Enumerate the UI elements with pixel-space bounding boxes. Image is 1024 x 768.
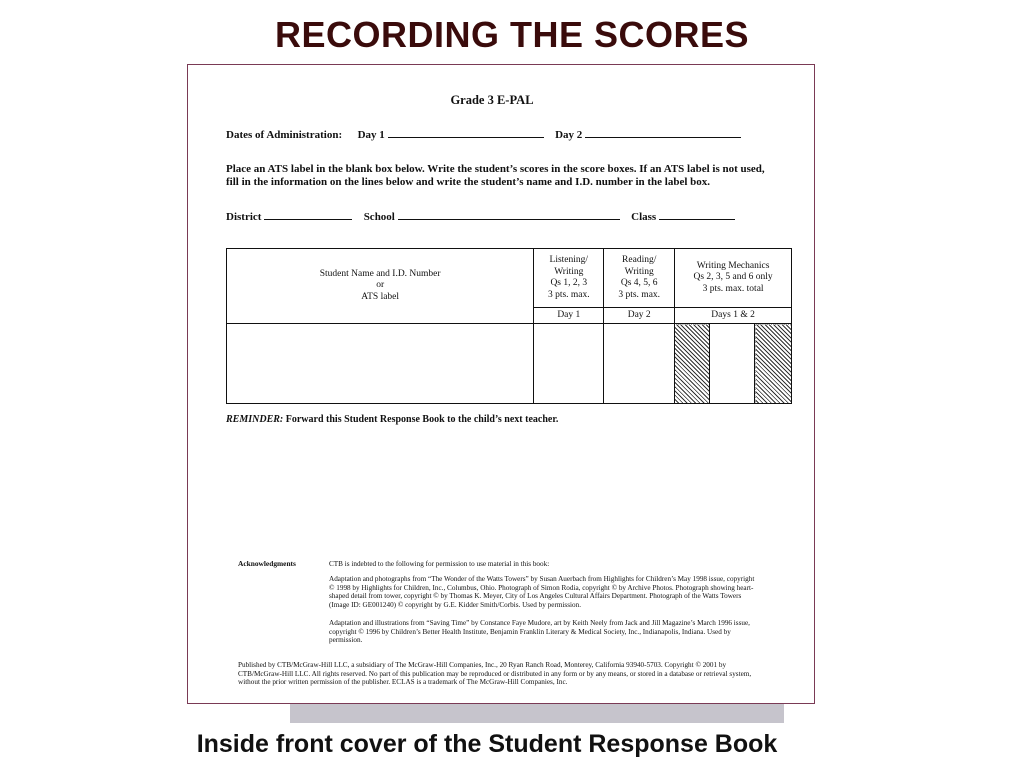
col2-line3: Qs 4, 5, 6 <box>620 278 658 288</box>
acknowledgments-paragraph-2: Adaptation and illustrations from “Saving Time” by Constance Faye Mudore, art by Keith Neely from Jack and Jill Magazine’s March 1996 issue, copyright © 1996 by Children’s Better Health Institute, Benjamin Franklin Literary & Medical Society, Inc., Indianapolis, Indiana. Used by permission. <box>329 619 750 645</box>
col2-line2: Writing <box>624 266 654 277</box>
day1-column-label: Day 1 <box>534 308 604 324</box>
writing-mechanics-header <box>675 249 792 308</box>
day1-label: Day 1 <box>357 129 385 141</box>
hatched-cell-left <box>675 324 710 404</box>
col1-line3: Qs 1, 2, 3 <box>550 278 588 288</box>
col2-line1: Reading/ <box>622 255 657 265</box>
slide-title: RECORDING THE SCORES <box>274 14 750 55</box>
acknowledgments-intro: CTB is indebted to the following for permission to use material in this book: <box>329 560 550 568</box>
col1-line1: Listening/ <box>549 255 589 265</box>
district-label: District <box>226 211 262 223</box>
class-label: Class <box>631 211 657 223</box>
school-blank[interactable] <box>398 210 620 220</box>
acknowledgments-paragraph-1: Adaptation and photographs from “The Wonder of the Watts Towers” by Susan Auerbach from Highlights for Children’s May 1998 issue, copyright © 1998 by Highlights for Children, Inc., Columbus, Ohio. Photograph of Simon Rodia, copyright © by Archive Photos. Photograph showing heart-shaped detail from tower, copyright © by Thomas K. Meyer, City of Los Angeles Cultural Affairs Department. Photograph of the Watts Towers (Image ID: GE001240) © copyright by G.E. Kidder Smith/Corbis. Used by permission. <box>329 575 755 609</box>
day2-label: Day 2 <box>555 129 583 141</box>
day2-column-label: Day 2 <box>604 308 675 324</box>
acknowledgments-heading: Acknowledgments <box>238 559 296 568</box>
instructions: Place an ATS label in the blank box below. Write the student’s scores in the score boxes. If an ATS label is not used, fill in the information on the lines below and write the student’s name and I.D. number in the label box. <box>226 163 765 188</box>
days-1-2-column-label: Days 1 & 2 <box>675 308 792 324</box>
student-header-line1: Student Name and I.D. Number <box>319 268 441 279</box>
listening-writing-score-box[interactable] <box>534 324 604 404</box>
col3-line1: Writing Mechanics <box>696 260 770 271</box>
dates-row <box>226 128 741 141</box>
day2-blank[interactable] <box>585 128 741 138</box>
col3-line2: Qs 2, 3, 5 and 6 only <box>693 272 773 283</box>
reminder <box>226 414 558 425</box>
col2-line4: 3 pts. max. <box>618 289 661 300</box>
col1-line2: Writing <box>554 266 584 277</box>
reading-writing-score-box[interactable] <box>604 324 675 404</box>
col1-line4: 3 pts. max. <box>547 289 590 300</box>
day1-blank[interactable] <box>388 128 544 138</box>
score-table <box>226 248 792 404</box>
writing-mechanics-score-box[interactable] <box>710 324 755 404</box>
student-header-line3: ATS label <box>361 291 400 302</box>
student-header-line2: or <box>376 280 385 291</box>
student-label-box[interactable] <box>227 324 534 404</box>
dates-label: Dates of Administration: <box>226 129 343 141</box>
student-header-cell <box>227 249 534 324</box>
location-row <box>226 210 735 223</box>
document-shadow <box>290 704 784 723</box>
reading-writing-header <box>604 249 675 308</box>
reminder-text: Forward this Student Response Book to the child’s next teacher. <box>285 414 559 425</box>
col3-line3: 3 pts. max. total <box>702 283 764 294</box>
slide-caption: Inside front cover of the Student Response Book <box>196 730 778 758</box>
school-label: School <box>363 211 395 223</box>
form-title: Grade 3 E-PAL <box>450 93 534 107</box>
district-blank[interactable] <box>264 210 352 220</box>
hatched-cell-right <box>755 324 792 404</box>
publisher-notice: Published by CTB/McGraw-Hill LLC, a subsidiary of The McGraw-Hill Companies, Inc., 20 Ryan Ranch Road, Monterey, California 93940-5703. Copyright © 2001 by CTB/McGraw-Hill LLC. All rights reserved. No part of this publication may be reproduced or distributed in any form or by any means, or stored in a database or retrieval system, without the prior written permission of the publisher. ECLAS is a trademark of The McGraw-Hill Companies, Inc. <box>238 661 752 687</box>
reminder-label: REMINDER: <box>226 414 284 425</box>
class-blank[interactable] <box>659 210 735 220</box>
form-document <box>187 64 815 704</box>
listening-writing-header <box>534 249 604 308</box>
